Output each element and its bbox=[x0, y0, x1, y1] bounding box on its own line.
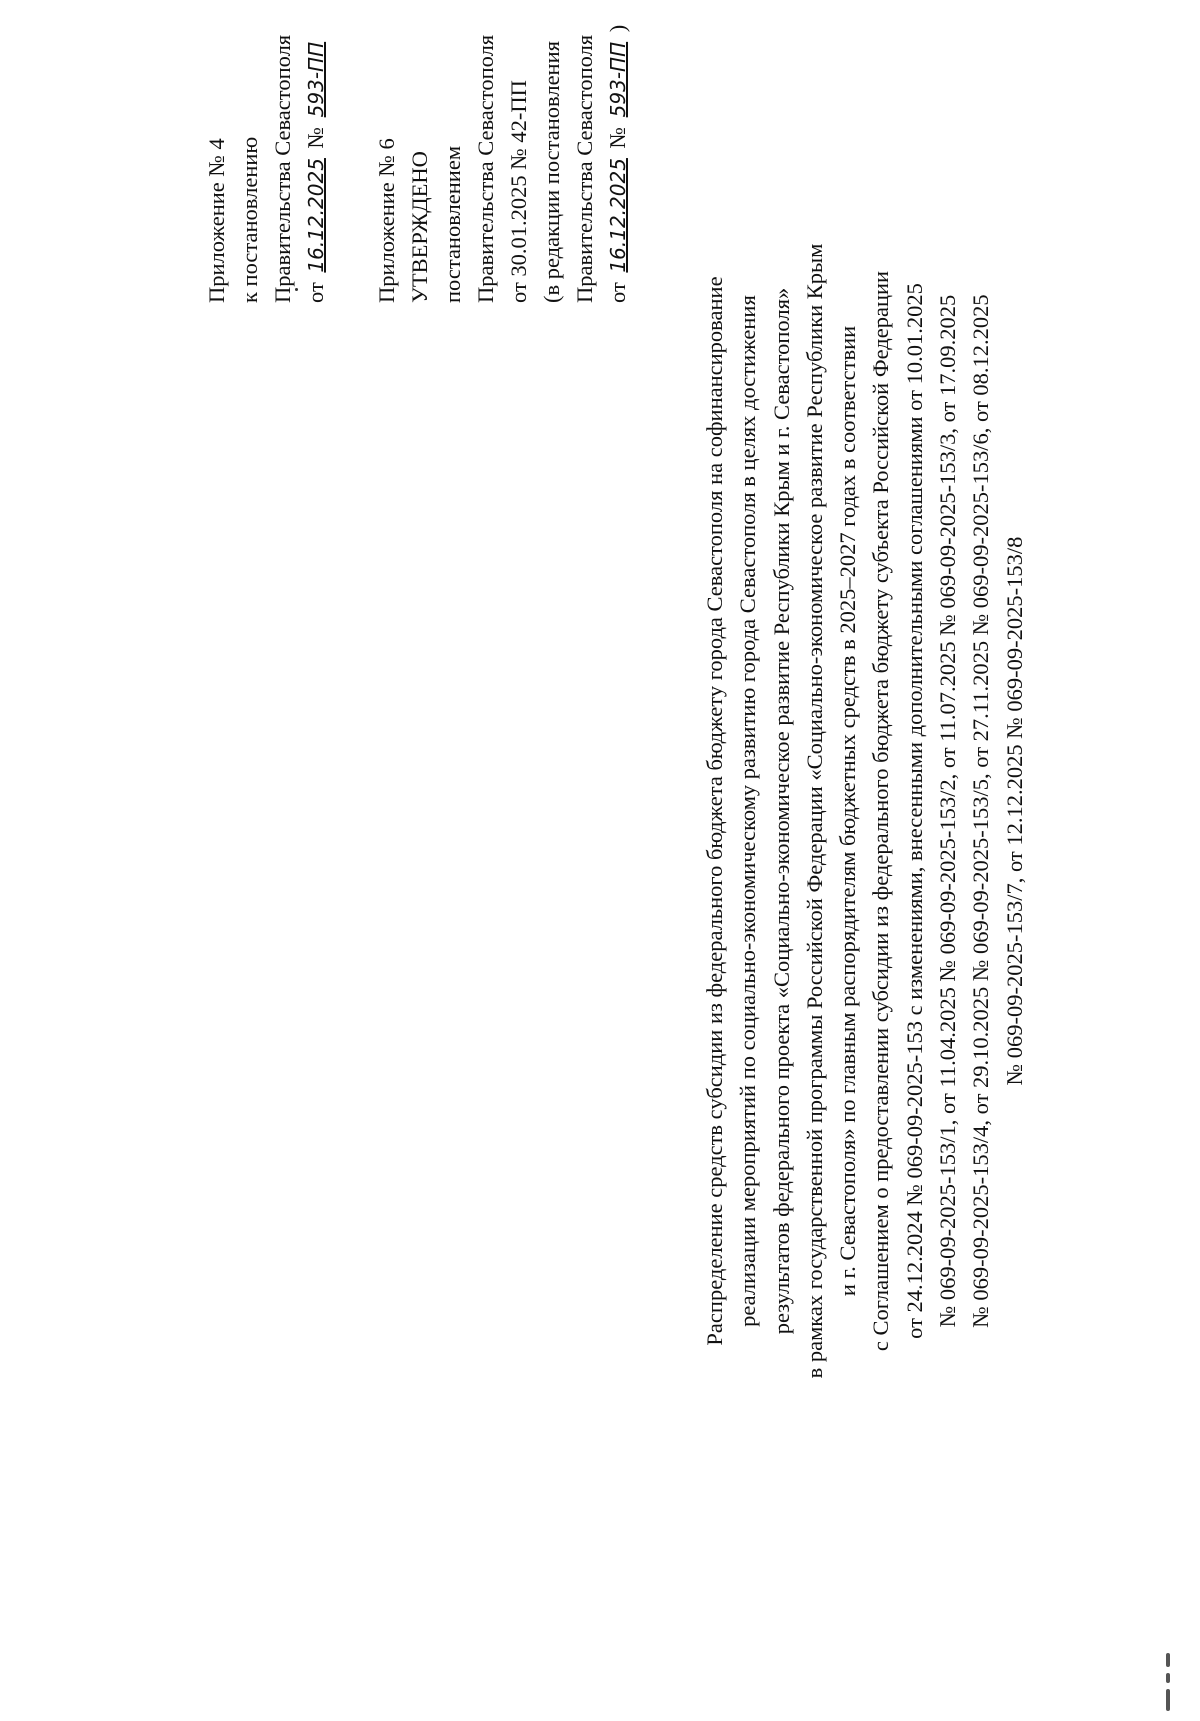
title-line: от 24.12.2024 № 069-09-2025-153 с изменениями, внесенными дополнительными соглашениями от 10.01.2025 bbox=[901, 283, 927, 1339]
edition-note: (в редакции постановления bbox=[539, 41, 564, 303]
title-line: № 069-09-2025-153/1, от 11.04.2025 № 069-09-2025-153/2, от 11.07.2025 № 069-09-2025-153/3, от 17.09.2025 bbox=[935, 294, 961, 1328]
approved-by: постановлением bbox=[440, 145, 465, 303]
number-prefix: № bbox=[303, 126, 328, 149]
handwritten-number: 593-ПП bbox=[606, 41, 630, 118]
annex-date-line bbox=[601, 25, 635, 303]
title-line: Распределение средств субсидии из федерального бюджета бюджету города Севастополя на софинансирование bbox=[702, 276, 727, 1346]
scan-speck bbox=[295, 288, 298, 291]
annex-number: Приложение № 6 bbox=[374, 138, 399, 303]
annex-authority-2: Правительства Севастополя bbox=[572, 34, 597, 303]
document-title bbox=[698, 11, 1031, 1611]
title-line: № 069-09-2025-153/7, от 12.12.2025 № 069-09-2025-153/8 bbox=[1001, 536, 1027, 1086]
title-line: в рамках государственной программы Российской Федерации «Социально-экономическое развитие Республики Крым bbox=[801, 243, 827, 1379]
annex-authority: Правительства Севастополя bbox=[473, 34, 498, 303]
handwritten-number: 593-ПП bbox=[304, 41, 328, 118]
title-line: реализации мероприятий по социально-экономическому развитию города Севастополя в целях достижения bbox=[735, 295, 761, 1327]
original-resolution: от 30.01.2025 № 42-ПП bbox=[506, 80, 531, 303]
annex-previous-header bbox=[370, 25, 635, 303]
title-line: с Соглашением о предоставлении субсидии из федерального бюджета бюджету субъекта Российской Федерации bbox=[868, 270, 894, 1352]
annex-date-line bbox=[299, 14, 333, 303]
title-line: № 069-09-2025-153/4, от 29.10.2025 № 069-09-2025-153/5, от 27.11.2025 № 069-09-2025-153/6, от 08.12.2025 bbox=[968, 294, 994, 1328]
annex-current-header bbox=[200, 14, 333, 303]
date-prefix: от bbox=[605, 282, 630, 303]
annex-number: Приложение № 4 bbox=[204, 138, 229, 303]
approved-label: УТВЕРЖДЕНО bbox=[407, 151, 432, 303]
annex-authority: Правительства Севастополя bbox=[270, 34, 295, 303]
handwritten-date: 16.12.2025 bbox=[304, 158, 328, 273]
title-line: результатов федерального проекта «Социально-экономическое развитие Республики Крым и г. Севастополя» bbox=[768, 287, 794, 1335]
closing-paren: ) bbox=[605, 24, 630, 33]
date-prefix: от bbox=[303, 282, 328, 303]
annex-ref: к постановлению bbox=[237, 136, 262, 303]
handwritten-date: 16.12.2025 bbox=[606, 158, 630, 273]
scan-corner-marks bbox=[1157, 1641, 1173, 1711]
title-line: и г. Севастополя» по главным распорядителям бюджетных средств в 2025–2027 годах в соответствии bbox=[835, 325, 861, 1297]
number-prefix: № bbox=[605, 126, 630, 149]
